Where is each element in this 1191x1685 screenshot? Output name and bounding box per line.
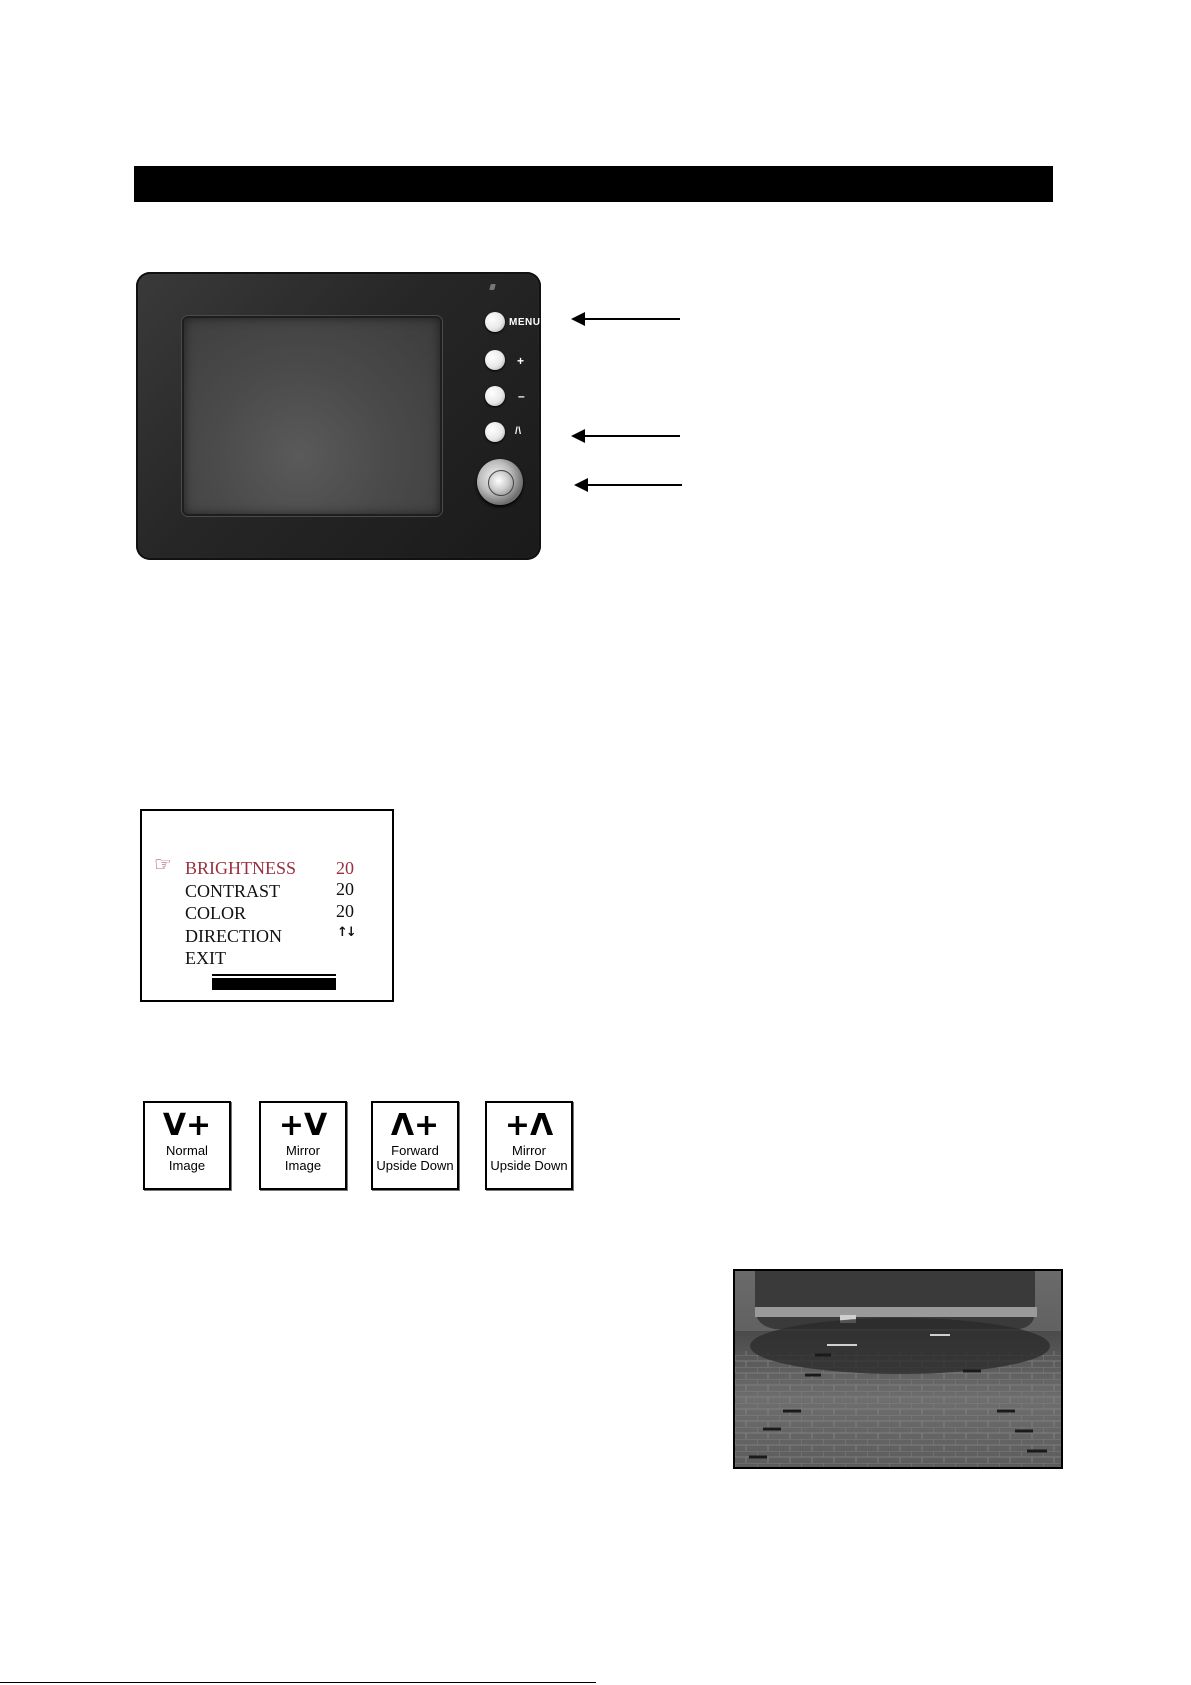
power-led-icon (489, 284, 496, 290)
plus-button-label: + (517, 354, 525, 368)
arrow-left-icon (571, 429, 585, 443)
direction-mode-normal (143, 1101, 231, 1190)
direction-caption-line1: Mirror (286, 1143, 320, 1158)
osd-item-brightness: BRIGHTNESS (185, 858, 297, 878)
direction-caption-line2: Upside Down (376, 1158, 454, 1173)
direction-arrows-icon: ↑↓ (337, 925, 355, 940)
header-bar-notch (131, 166, 134, 202)
rear-camera-scene (735, 1271, 1061, 1467)
minus-button-label: – (518, 389, 526, 403)
monitor-screen (184, 318, 440, 514)
direction-caption-line1: Mirror (512, 1143, 546, 1158)
monitor-device (136, 272, 541, 560)
osd-level-bar (212, 976, 336, 990)
direction-mode-forward-upside-down (371, 1101, 459, 1190)
callout-arrow-direction (584, 435, 680, 437)
direction-button[interactable] (485, 422, 505, 442)
callout-arrow-menu (584, 318, 680, 320)
direction-button-label: /\ (515, 426, 522, 437)
osd-value-contrast: 20 (336, 879, 354, 899)
direction-symbol: +V (278, 1108, 328, 1143)
direction-symbol: Λ+ (390, 1108, 440, 1143)
pointer-hand-icon: ☞ (154, 852, 172, 876)
direction-caption-line2: Image (168, 1158, 206, 1173)
menu-button-label: MENU (509, 317, 541, 328)
power-knob[interactable] (477, 459, 523, 505)
arrow-left-icon (571, 312, 585, 326)
direction-caption-line2: Upside Down (490, 1158, 568, 1173)
direction-caption-line1: Normal (166, 1143, 208, 1158)
power-icon (488, 470, 514, 496)
osd-item-direction: DIRECTION (185, 926, 282, 946)
direction-caption-line1: Forward (391, 1143, 439, 1158)
direction-mode-mirror-upside-down (485, 1101, 573, 1190)
direction-symbol: +Λ (504, 1108, 554, 1143)
osd-value-brightness: 20 (336, 858, 354, 878)
menu-button[interactable] (485, 312, 505, 332)
osd-menu (140, 809, 394, 1002)
direction-caption-line2: Image (284, 1158, 322, 1173)
minus-button[interactable] (485, 386, 505, 406)
footer-rule (0, 1682, 596, 1683)
plus-button[interactable] (485, 350, 505, 370)
arrow-left-icon (574, 478, 588, 492)
osd-item-contrast: CONTRAST (185, 881, 281, 901)
callout-arrow-power (587, 484, 682, 486)
direction-symbol: V+ (162, 1108, 212, 1143)
osd-value-color: 20 (336, 901, 354, 921)
osd-item-color: COLOR (185, 903, 247, 923)
section-header-bar (131, 166, 1053, 202)
rear-camera-image (733, 1269, 1063, 1469)
osd-item-exit: EXIT (185, 948, 226, 968)
direction-mode-mirror (259, 1101, 347, 1190)
